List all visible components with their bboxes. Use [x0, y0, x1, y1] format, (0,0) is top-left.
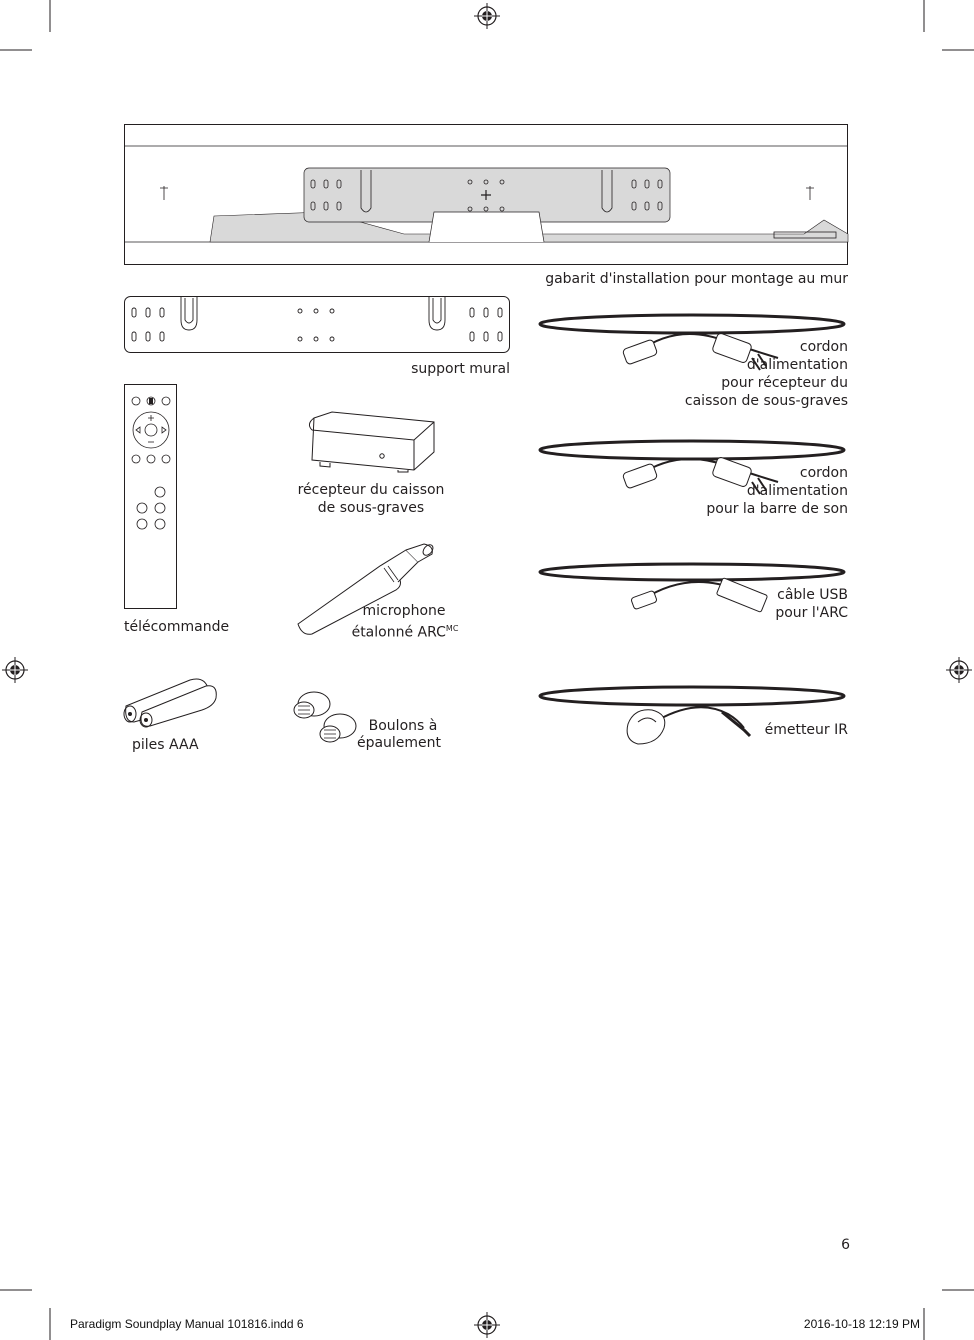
usb-cable-label-1: câble USB: [777, 587, 848, 603]
registration-mark-bottom: [474, 1312, 500, 1338]
power-cord-subwoofer-label-4: caisson de sous-graves: [684, 393, 848, 409]
remote-control-illustration: [124, 384, 178, 610]
arc-microphone-label-2: [340, 620, 470, 642]
arc-microphone-label-text: étalonné ARC: [351, 624, 446, 641]
shoulder-bolts-label-2: épaulement: [356, 735, 442, 751]
shoulder-bolts-illustration: [292, 684, 360, 750]
slug-timestamp: 2016-10-18 12:19 PM: [803, 1317, 920, 1331]
arc-microphone-label-1: microphone: [362, 603, 446, 619]
wall-template-label: gabarit d'installation pour montage au mur: [545, 271, 848, 287]
registration-mark-right: [946, 657, 972, 683]
page-number: 6: [841, 1237, 850, 1253]
ir-emitter-label: émetteur IR: [764, 722, 848, 738]
registration-mark-top: [474, 3, 500, 29]
arc-microphone-mark: MC: [445, 624, 459, 633]
aaa-batteries-illustration: [120, 676, 216, 728]
power-cord-soundbar-label-3: pour la barre de son: [706, 501, 848, 517]
power-cord-soundbar-label-2: d'alimentation: [746, 483, 848, 499]
subwoofer-receiver-label-1: récepteur du caisson: [297, 482, 445, 498]
usb-cable-label-2: pour l'ARC: [775, 605, 848, 621]
shoulder-bolts-label-1: Boulons à: [368, 718, 438, 734]
wall-bracket-illustration: [124, 296, 510, 354]
slug-filename: Paradigm Soundplay Manual 101816.indd 6: [70, 1317, 304, 1331]
subwoofer-receiver-label-2: de sous-graves: [317, 500, 425, 516]
power-cord-subwoofer-label-2: d'alimentation: [746, 357, 848, 373]
remote-control-label: télécommande: [124, 619, 230, 635]
aaa-batteries-label: piles AAA: [132, 737, 199, 753]
subwoofer-receiver-illustration: [302, 410, 438, 472]
wall-bracket-label: support mural: [411, 361, 510, 377]
power-cord-subwoofer-label-3: pour récepteur du: [721, 375, 848, 391]
registration-mark-left: [2, 657, 28, 683]
power-cord-subwoofer-label-1: cordon: [799, 339, 848, 355]
wall-template-illustration: [124, 124, 848, 266]
power-cord-soundbar-label-1: cordon: [799, 465, 848, 481]
